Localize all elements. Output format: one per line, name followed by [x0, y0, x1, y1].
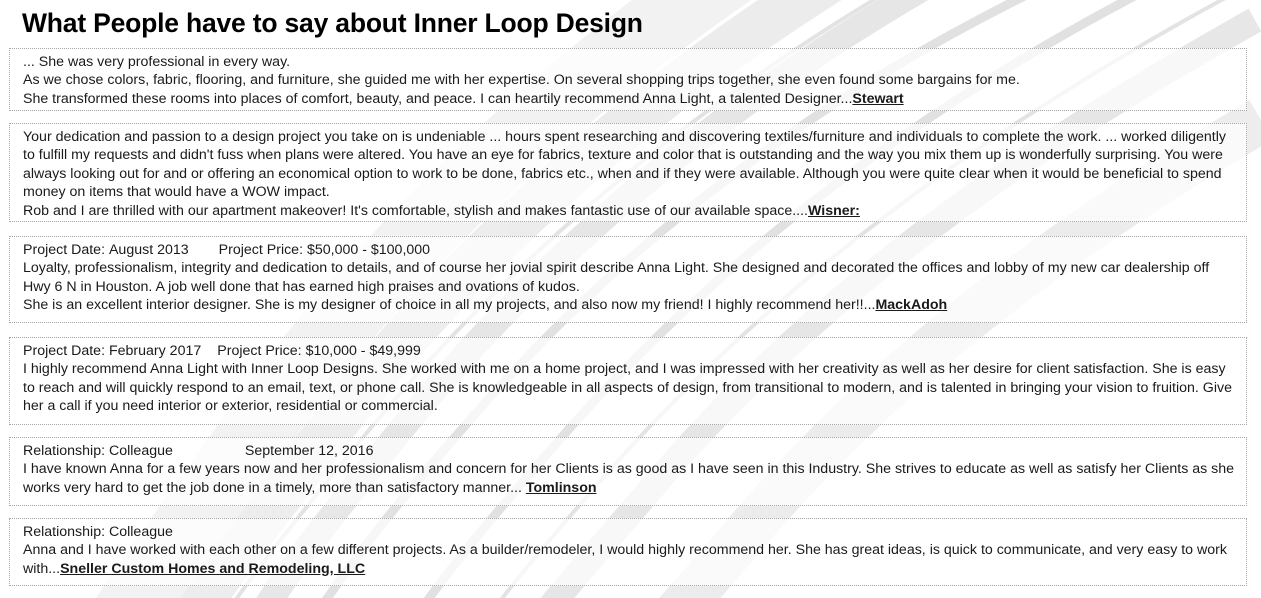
- page-title: What People have to say about Inner Loop Design: [22, 8, 643, 38]
- project-price-value: $10,000 - $49,999: [305, 343, 421, 359]
- testimonial-card-february-2017[interactable]: [9, 337, 1247, 425]
- relationship-label: Relationship:: [23, 524, 106, 540]
- testimonial-line: I have known Anna for a few years now and her professionalism and concern for her Clients is as good as I have seen in this Industry. She strives to educate as well as satisfy her Clients as she works very hard to get the job done in a timely, more than satisfactory manner...: [23, 461, 1235, 496]
- testimonial-meta: [23, 523, 1235, 541]
- testimonial-attribution: Tomlinson: [525, 479, 597, 496]
- testimonial-meta: [23, 442, 1235, 460]
- testimonial-line: As we chose colors, fabric, flooring, and furniture, she guided me with her expertise. On several shopping trips together, she even found some bargains for me.: [23, 72, 1020, 89]
- testimonial-meta: [23, 241, 1235, 259]
- testimonial-line: ... She was very professional in every way.: [23, 54, 291, 70]
- testimonial-line-with-attribution: [23, 90, 1235, 108]
- testimonial-attribution: Stewart: [852, 90, 904, 107]
- testimonial-attribution: MackAdoh: [875, 297, 948, 314]
- project-price-label: Project Price:: [218, 242, 304, 258]
- testimonial-card-mackadoh[interactable]: [9, 236, 1247, 323]
- project-price-label: Project Price:: [217, 343, 302, 359]
- project-date-value: August 2013: [108, 242, 189, 258]
- testimonial-line: Rob and I are thrilled with our apartment makeover! It's comfortable, stylish and makes fantastic use of our available space....: [23, 202, 808, 219]
- relationship-label: Relationship:: [23, 443, 106, 459]
- testimonial-line: She is an excellent interior designer. She is my designer of choice in all my projects, and also now my friend! I highly recommend her!!...: [23, 297, 876, 314]
- testimonial-line: I highly recommend Anna Light with Inner Loop Designs. She worked with me on a home project, and I was impressed with her creativity as well as her desire for client satisfaction. She is easy to reach and will quickly respond to an email, text, or phone call. She is knowledgeable in all aspects of design, from transitional to modern, and is talented in bringing your vision to fruition. Give her a call if you need interior or exterior, residential or commercial.: [23, 361, 1232, 415]
- testimonial-card-stewart[interactable]: [9, 48, 1247, 111]
- testimonial-meta: [23, 342, 1235, 360]
- testimonial-line-with-attribution: [23, 202, 1235, 220]
- testimonial-line-with-attribution: [23, 460, 1235, 497]
- testimonial-line: Anna and I have worked with each other on a few different projects. As a builder/remodeler, I would highly recommend her. She has great ideas, is quick to communicate, and very easy to work with...: [23, 542, 1227, 577]
- testimonial-line-with-attribution: [23, 541, 1235, 578]
- testimonial-line: She transformed these rooms into places of comfort, beauty, and peace. I can heartily recommend Anna Light, a talented Designer...: [23, 90, 853, 107]
- project-date-value: February 2017: [108, 343, 202, 359]
- testimonial-line: Loyalty, professionalism, integrity and dedication to details, and of course her jovial spirit describe Anna Light. She designed and decorated the offices and lobby of my new car dealership off Hwy 6 N in Houston. A job well done that has earned high praises and ovations of kudos.: [23, 260, 1210, 295]
- testimonial-date: September 12, 2016: [244, 443, 374, 459]
- relationship-value: Colleague: [108, 524, 173, 540]
- relationship-value: Colleague: [108, 443, 173, 459]
- project-date-label: Project Date:: [23, 343, 106, 359]
- testimonial-attribution: Wisner:: [807, 202, 860, 219]
- project-price-value: $50,000 - $100,000: [306, 242, 431, 258]
- testimonial-card-wisner[interactable]: [9, 123, 1247, 222]
- testimonial-attribution: Sneller Custom Homes and Remodeling, LLC: [60, 560, 366, 577]
- testimonial-card-sneller[interactable]: [9, 518, 1247, 586]
- project-date-label: Project Date:: [23, 242, 106, 258]
- testimonial-line-with-attribution: [23, 296, 1235, 314]
- testimonial-line: Your dedication and passion to a design project you take on is undeniable ... hours spent researching and discovering textiles/furniture and individuals to complete the work. ... worked diligently to fulfill my requests and didn't fuss when plans were altered. You have an eye for fabrics, texture and color that is outstanding and the way you mix them up is wonderfully surprising. You were always looking out for and or offering an economical option to work to be done, fabrics etc., when and if they were available. Although you were quite clear when it would be beneficial to spend money on items that would have a WOW impact.: [23, 129, 1226, 201]
- testimonial-card-tomlinson[interactable]: [9, 437, 1247, 506]
